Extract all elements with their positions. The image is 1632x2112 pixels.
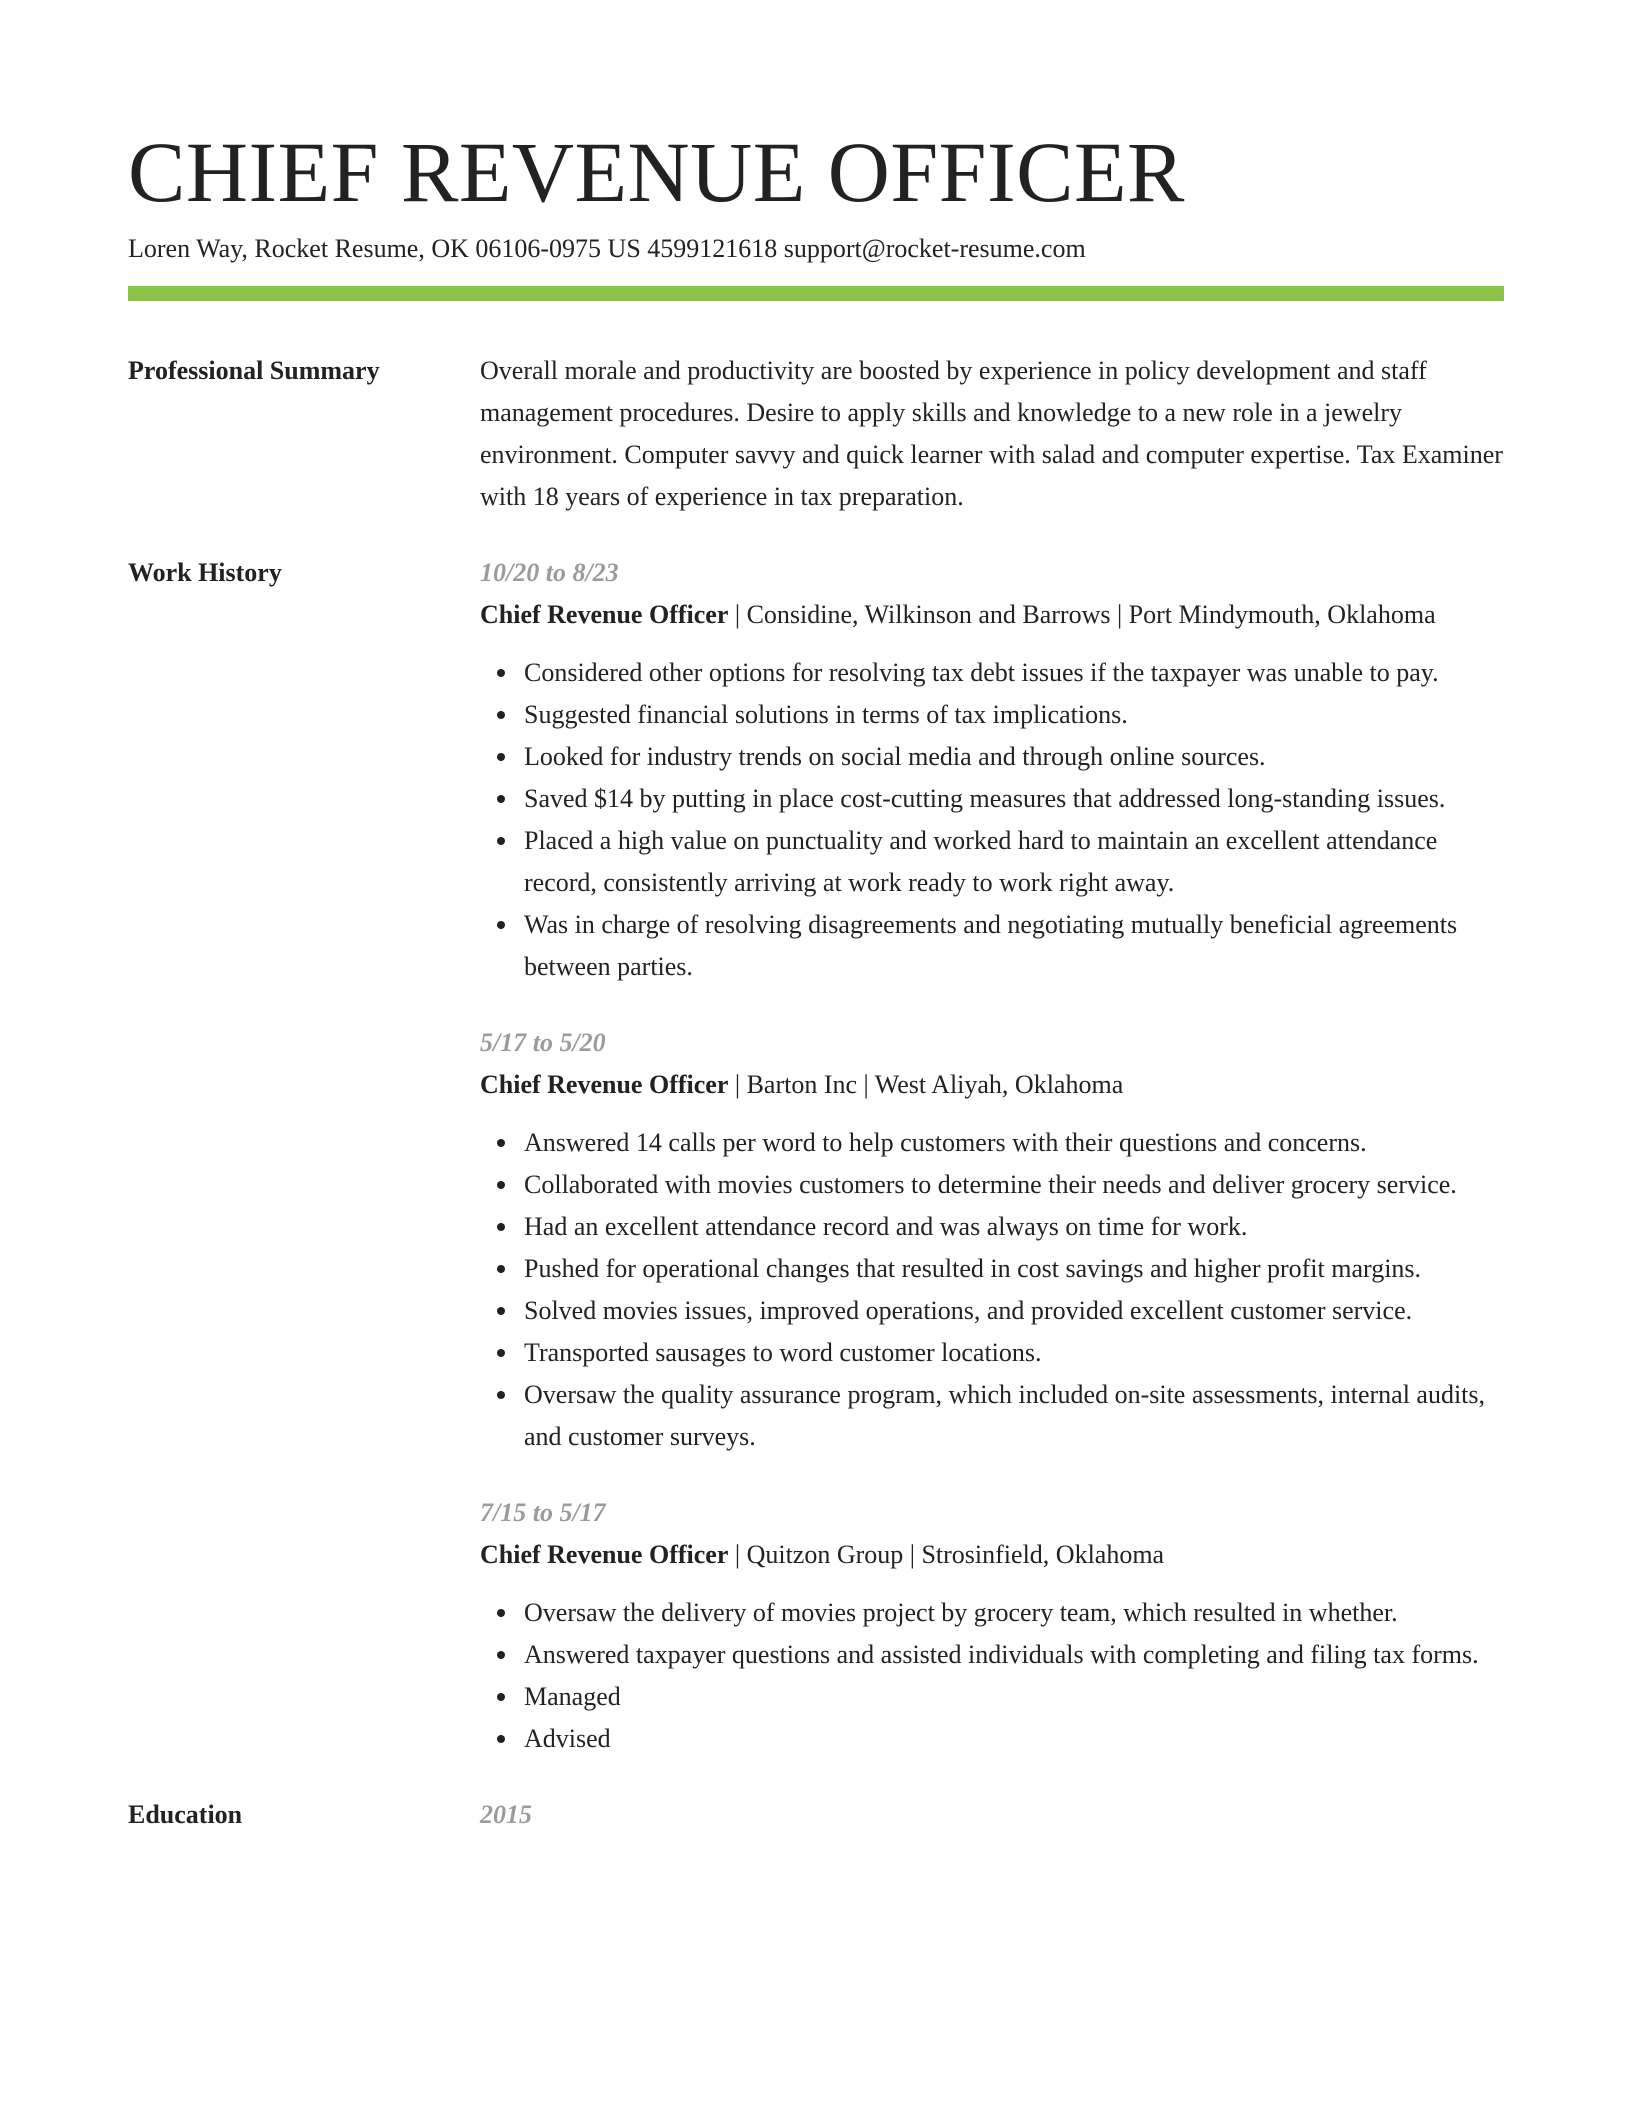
- job-heading: [480, 1064, 1504, 1106]
- section-label-education: Education: [128, 1800, 243, 1829]
- bullet-item: Placed a high value on punctuality and worked hard to maintain an excellent attendance record, consistently arriving at work ready to work right away.: [524, 820, 1504, 904]
- job-date: 7/15 to 5/17: [480, 1498, 606, 1527]
- job-entry: [480, 1492, 1504, 1760]
- bullet-item: Considered other options for resolving tax debt issues if the taxpayer was unable to pay.: [524, 652, 1504, 694]
- work-history-section: [128, 552, 1504, 1760]
- education-date: 2015: [480, 1800, 532, 1829]
- job-date: 5/17 to 5/20: [480, 1028, 606, 1057]
- job-title: Chief Revenue Officer: [480, 1540, 729, 1569]
- bullet-item: Had an excellent attendance record and was always on time for work.: [524, 1206, 1504, 1248]
- bullet-item: Answered taxpayer questions and assisted individuals with completing and filing tax forms.: [524, 1634, 1504, 1676]
- bullet-item: Was in charge of resolving disagreements and negotiating mutually beneficial agreements between parties.: [524, 904, 1504, 988]
- job-details: | Considine, Wilkinson and Barrows | Port Mindymouth, Oklahoma: [728, 600, 1436, 629]
- bullet-item: Transported sausages to word customer locations.: [524, 1332, 1504, 1374]
- education-section: [128, 1794, 1504, 1836]
- bullet-item: Solved movies issues, improved operations, and provided excellent customer service.: [524, 1290, 1504, 1332]
- bullet-item: Oversaw the delivery of movies project by grocery team, which resulted in whether.: [524, 1592, 1504, 1634]
- job-details: | Barton Inc | West Aliyah, Oklahoma: [728, 1070, 1124, 1099]
- bullet-item: Pushed for operational changes that resulted in cost savings and higher profit margins.: [524, 1248, 1504, 1290]
- bullet-item: Oversaw the quality assurance program, which included on-site assessments, internal audits, and customer surveys.: [524, 1374, 1504, 1458]
- job-title: Chief Revenue Officer: [480, 1070, 729, 1099]
- bullet-item: Advised: [524, 1718, 1504, 1760]
- job-details: | Quitzon Group | Strosinfield, Oklahoma: [728, 1540, 1165, 1569]
- summary-section: [128, 350, 1504, 518]
- bullet-item: Suggested financial solutions in terms of tax implications.: [524, 694, 1504, 736]
- education-body: [480, 1794, 1504, 1836]
- bullet-item: Saved $14 by putting in place cost-cutting measures that addressed long-standing issues.: [524, 778, 1504, 820]
- resume-sections: [128, 350, 1504, 1870]
- job-entry: [480, 1022, 1504, 1458]
- bullet-item: Collaborated with movies customers to determine their needs and deliver grocery service.: [524, 1164, 1504, 1206]
- bullet-item: Answered 14 calls per word to help customers with their questions and concerns.: [524, 1122, 1504, 1164]
- job-title: Chief Revenue Officer: [480, 600, 729, 629]
- bullet-item: Managed: [524, 1676, 1504, 1718]
- summary-body: [480, 350, 1504, 518]
- job-bullets: [480, 652, 1504, 988]
- contact-line: Loren Way, Rocket Resume, OK 06106-0975 US 4599121618 support@rocket-resume.com: [128, 234, 1086, 263]
- job-entry: [480, 552, 1504, 988]
- summary-text: Overall morale and productivity are boosted by experience in policy development and staff management procedures. Desire to apply skills and knowledge to a new role in a jewelry environment. Computer savvy and quick learner with salad and computer expertise. Tax Examiner with 18 years of experience in tax preparation.: [480, 356, 1503, 511]
- work-history-body: [480, 552, 1504, 1760]
- job-heading: [480, 594, 1504, 636]
- job-bullets: [480, 1592, 1504, 1760]
- job-date: 10/20 to 8/23: [480, 558, 619, 587]
- bullet-item: Looked for industry trends on social media and through online sources.: [524, 736, 1504, 778]
- job-heading: [480, 1534, 1504, 1576]
- resume-title: CHIEF REVENUE OFFICER: [128, 124, 1185, 220]
- section-label-summary: Professional Summary: [128, 356, 380, 385]
- section-label-work-history: Work History: [128, 558, 282, 587]
- accent-divider: [128, 286, 1504, 301]
- job-bullets: [480, 1122, 1504, 1458]
